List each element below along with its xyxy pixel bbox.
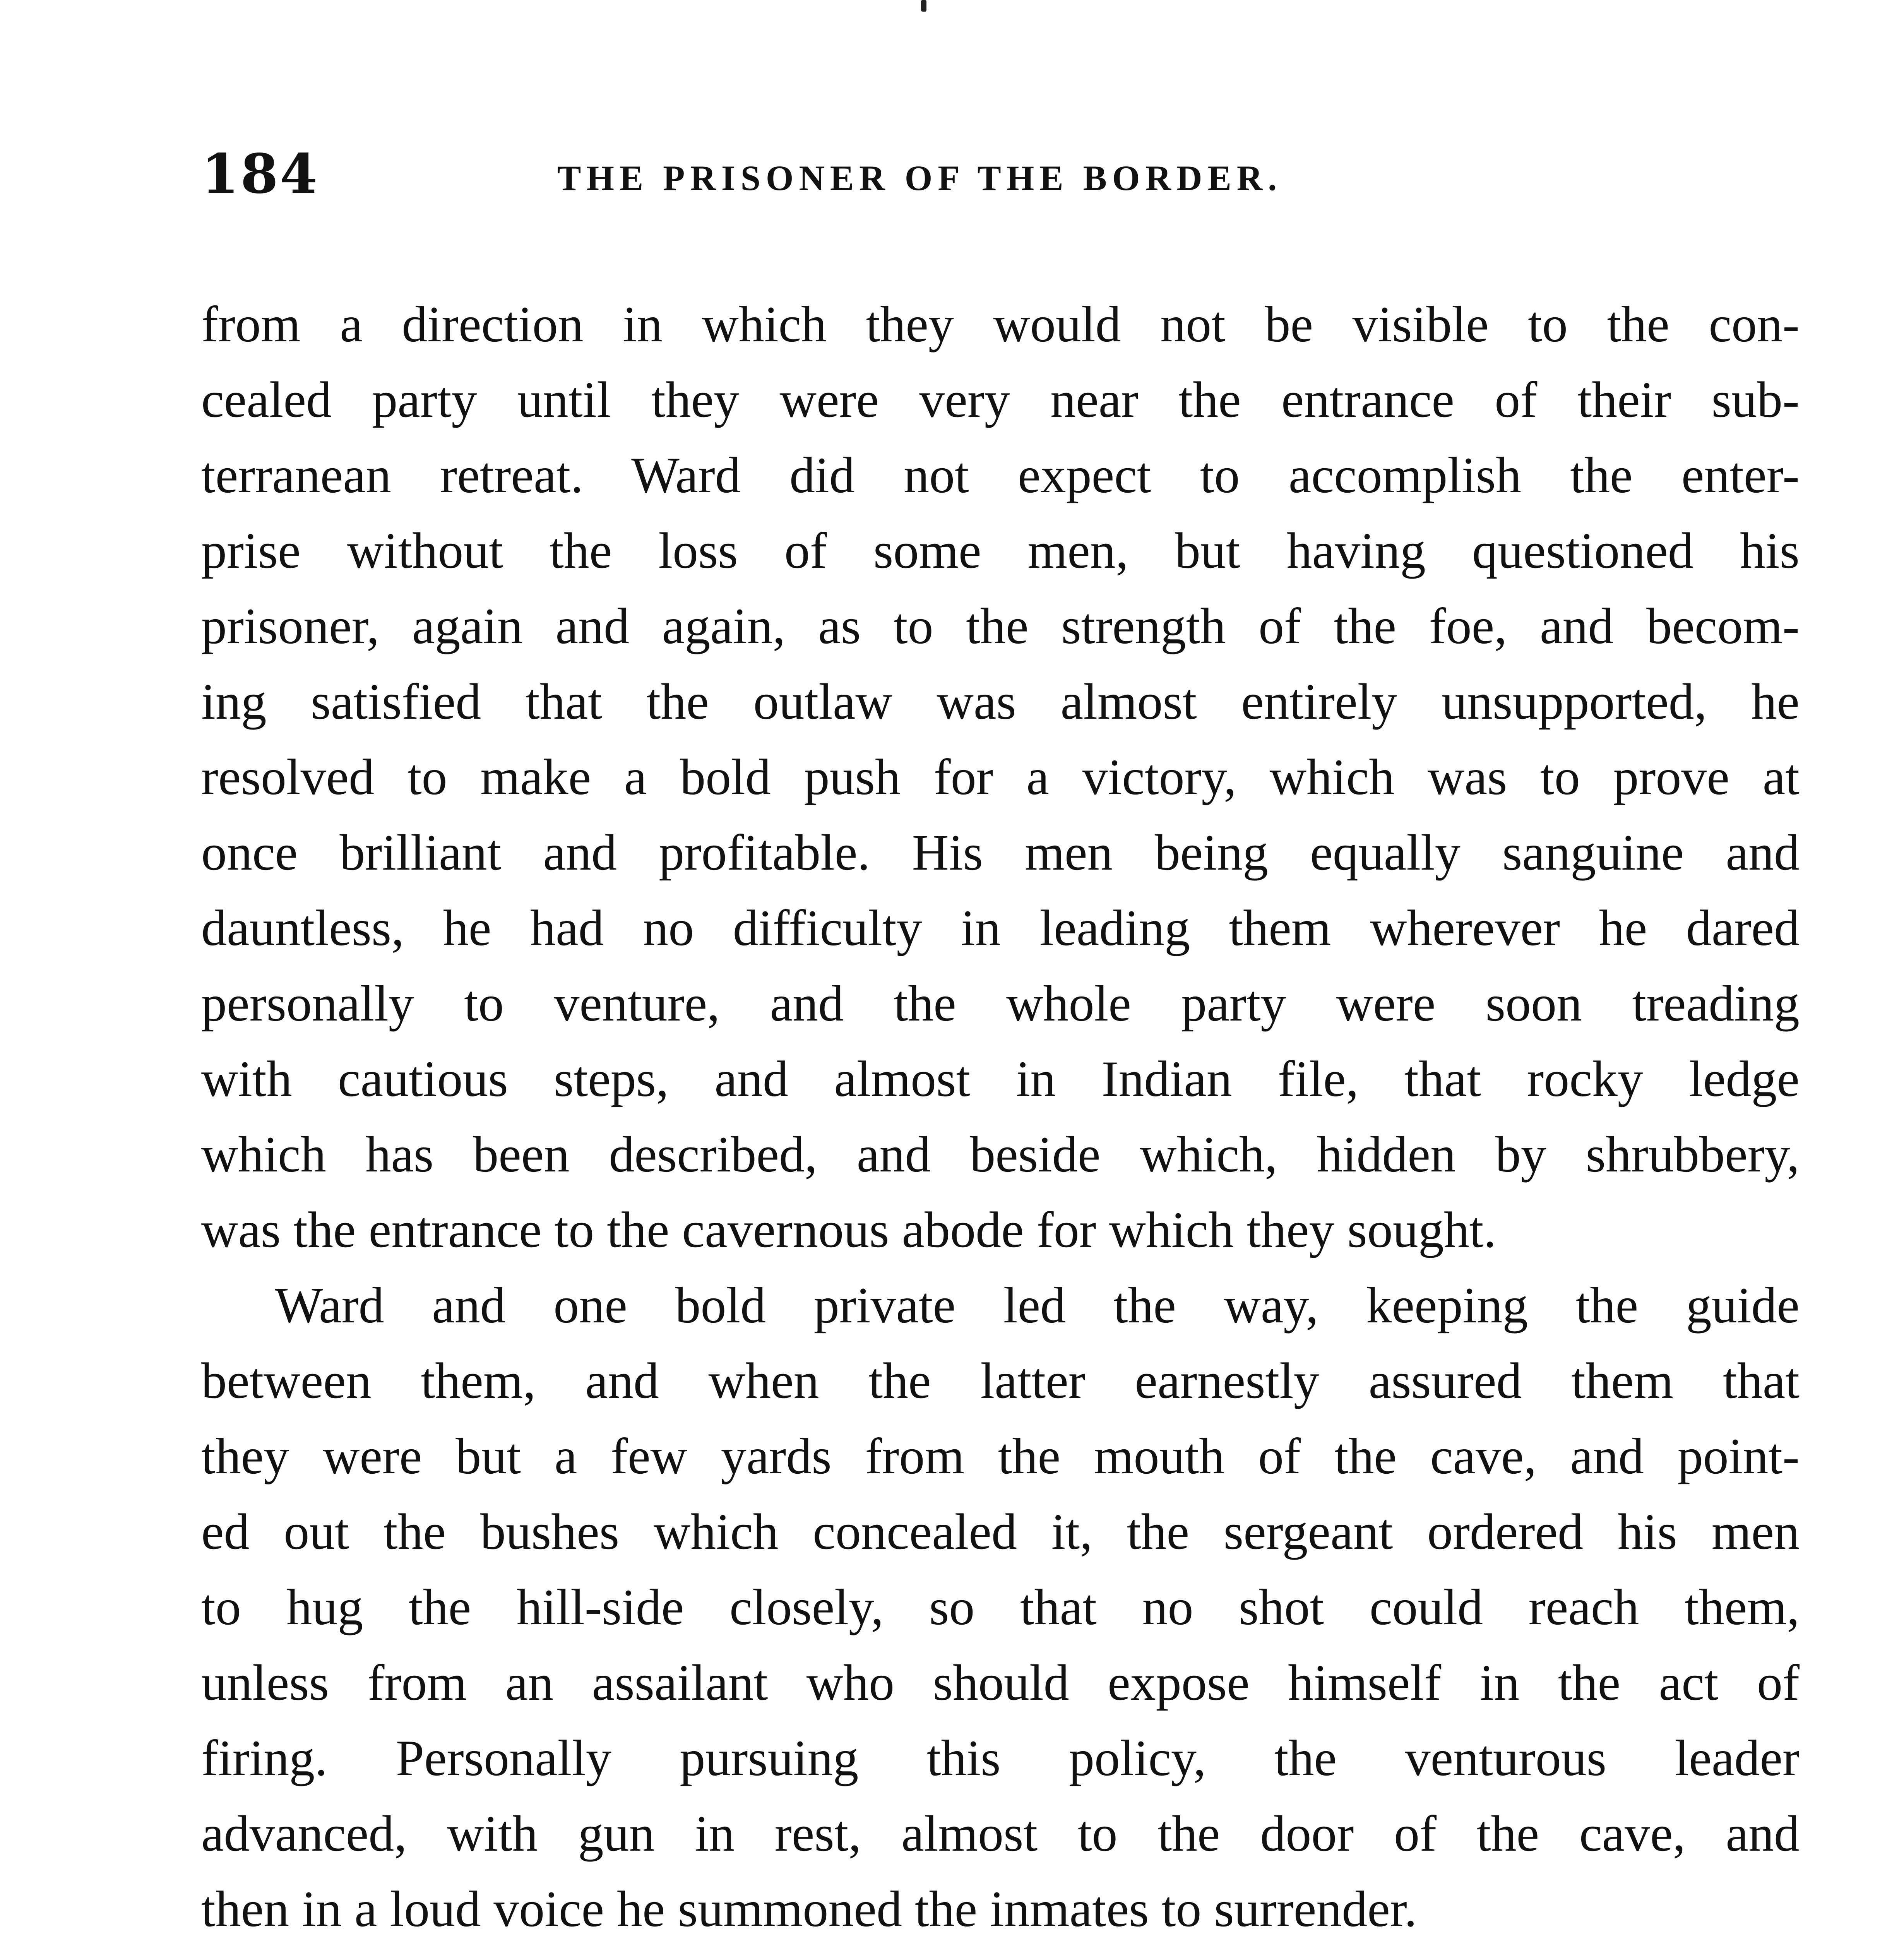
text-line: prisoner, again and again, as to the strength of the foe, and becom- bbox=[201, 598, 1800, 654]
text-line: with cautious steps, and almost in Indian file, that rocky ledge bbox=[201, 1050, 1800, 1107]
text-line: to hug the hill-side closely, so that no shot could reach them, bbox=[201, 1579, 1800, 1635]
text-line: terranean retreat. Ward did not expect to accomplish the enter- bbox=[201, 447, 1800, 503]
text-line: ed out the bushes which concealed it, the sergeant ordered his men bbox=[201, 1503, 1800, 1560]
page-number: 184 bbox=[201, 142, 319, 206]
text-line: resolved to make a bold push for a victory, which was to prove at bbox=[201, 748, 1800, 805]
text-line: ing satisfied that the outlaw was almost entirely unsupported, he bbox=[201, 673, 1800, 730]
text-line: between them, and when the latter earnestly assured them that bbox=[201, 1352, 1800, 1409]
text-line: they were but a few yards from the mouth of the cave, and point- bbox=[201, 1428, 1800, 1485]
scan-mark bbox=[921, 0, 926, 12]
paragraph bbox=[201, 286, 1800, 1267]
running-head bbox=[201, 139, 1800, 209]
text-line: was the entrance to the cavernous abode for which they sought. bbox=[201, 1201, 1496, 1258]
text-line: once brilliant and profitable. His men being equally sanguine and bbox=[201, 824, 1800, 881]
text-line: dauntless, he had no difficulty in leading them wherever he dared bbox=[201, 899, 1800, 956]
text-line: then in a loud voice he summoned the inmates to surrender. bbox=[201, 1880, 1417, 1935]
paragraph bbox=[201, 1267, 1800, 1935]
text-line: Ward and one bold private led the way, keeping the guide bbox=[275, 1277, 1800, 1334]
running-title: THE PRISONER OF THE BORDER. bbox=[557, 158, 1282, 198]
text-line: cealed party until they were very near the entrance of their sub- bbox=[201, 371, 1800, 428]
text-line: unless from an assailant who should expose himself in the act of bbox=[201, 1654, 1800, 1711]
body-text bbox=[201, 286, 1800, 1935]
text-line: from a direction in which they would not be visible to the con- bbox=[201, 296, 1800, 353]
text-line: personally to venture, and the whole party were soon treading bbox=[201, 975, 1800, 1032]
text-line: advanced, with gun in rest, almost to the door of the cave, and bbox=[201, 1805, 1800, 1862]
text-line: which has been described, and beside which, hidden by shrubbery, bbox=[201, 1126, 1800, 1183]
text-line: prise without the loss of some men, but having questioned his bbox=[201, 522, 1800, 579]
text-line: firing. Personally pursuing this policy, the venturous leader bbox=[201, 1730, 1800, 1786]
